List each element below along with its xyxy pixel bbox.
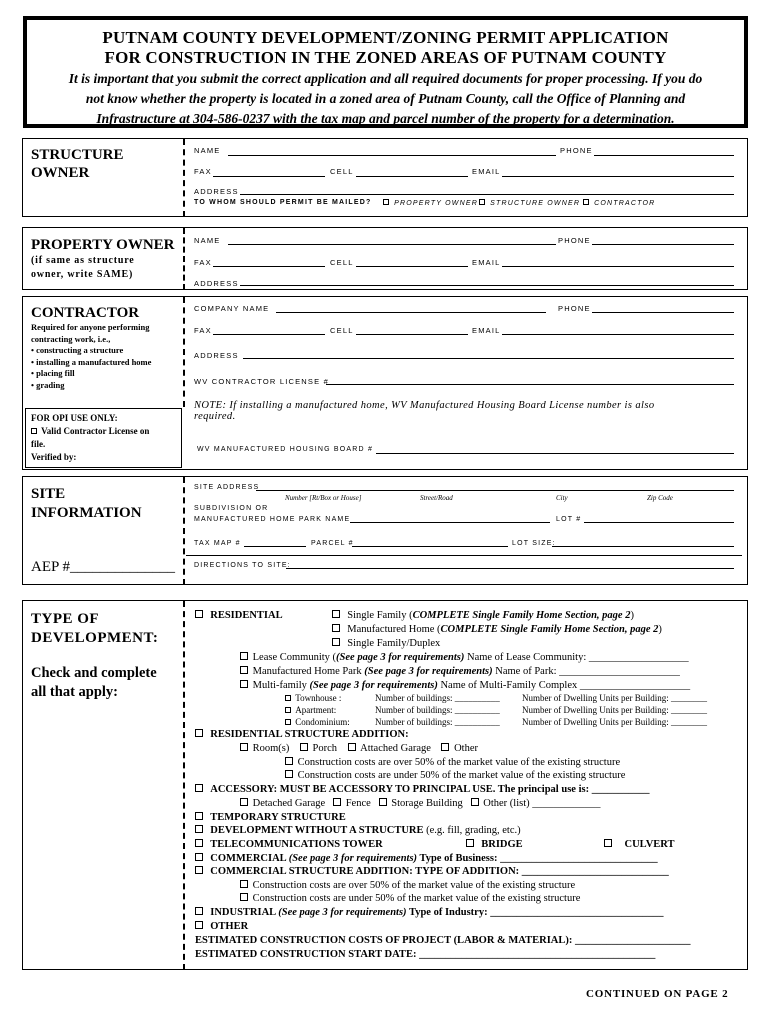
opi-verified-by: Verified by: [31, 452, 77, 462]
manufactured-housing-board-label: WV MANUFACTURED HOUSING BOARD # [197, 446, 374, 453]
subdivision-field[interactable] [350, 522, 550, 523]
tax-map-field[interactable] [244, 546, 306, 547]
manufactured-home-option[interactable]: Manufactured Home (COMPLETE Single Family Home Section, page 2) [332, 624, 662, 636]
opi-valid-license[interactable]: Valid Contractor License on [31, 425, 176, 438]
opi-valid-license-line2: file. [31, 439, 46, 449]
checkbox-icon[interactable] [285, 757, 293, 765]
estimated-costs-field[interactable]: ESTIMATED CONSTRUCTION COSTS OF PROJECT (LABOR & MATERIAL): ______________________ [195, 935, 691, 946]
checkbox-icon[interactable] [441, 743, 449, 751]
commercial-over50-option[interactable]: Construction costs are over 50% of the market value of the existing structure [240, 880, 575, 892]
checkbox-icon[interactable] [332, 624, 340, 632]
mail-option-structure-owner[interactable]: STRUCTURE OWNER [479, 199, 580, 207]
city-caption: City [556, 494, 568, 502]
phone-label: PHONE [558, 304, 591, 313]
checkbox-icon[interactable] [240, 880, 248, 888]
checkbox-icon[interactable] [240, 652, 248, 660]
structure-owner-title: STRUCTURE OWNER [31, 147, 124, 181]
cell-label: CELL [330, 258, 354, 267]
commercial-under50-option[interactable]: Construction costs are under 50% of the market value of the existing structure [240, 893, 580, 905]
manufactured-home-park-option[interactable]: Manufactured Home Park (See page 3 for requirements) Name of Park: _______________________ [240, 666, 680, 678]
checkbox-icon[interactable] [583, 199, 589, 205]
mail-option-contractor[interactable]: CONTRACTOR [583, 199, 655, 207]
form-title-line1: PUTNAM COUNTY DEVELOPMENT/ZONING PERMIT APPLICATION [102, 28, 669, 47]
subdivision-label: SUBDIVISION OR [194, 505, 269, 512]
residential-under50-option[interactable]: Construction costs are under 50% of the market value of the existing structure [285, 770, 625, 782]
parcel-field[interactable] [352, 546, 508, 547]
directions-label: DIRECTIONS TO SITE: [194, 562, 291, 569]
check-all-instructions: Check and complete all that apply: [31, 665, 157, 700]
condominium-units: Number of Dwelling Units per Building: ________ [522, 717, 707, 727]
commercial-option[interactable]: COMMERCIAL (See page 3 for requirements) Type of Business: ______________________________ [195, 853, 658, 865]
contractor-title: CONTRACTOR [31, 305, 140, 321]
structure-owner-address-field[interactable] [240, 194, 734, 195]
checkbox-icon[interactable] [379, 798, 387, 806]
site-address-field[interactable] [256, 490, 734, 491]
checkbox-icon[interactable] [285, 695, 291, 701]
opi-title: FOR OPI USE ONLY: [31, 413, 118, 423]
residential-option[interactable]: RESIDENTIAL [195, 610, 283, 622]
structure-owner-phone-field[interactable] [594, 155, 734, 156]
checkbox-icon[interactable] [285, 707, 291, 713]
checkbox-icon[interactable] [285, 770, 293, 778]
accessory-types: Detached Garage Fence Storage Building Other (list) _____________ [240, 798, 601, 810]
contractor-address-field[interactable] [243, 358, 734, 359]
checkbox-icon[interactable] [195, 921, 203, 929]
checkbox-icon[interactable] [285, 719, 291, 725]
property-owner-email-field[interactable] [502, 266, 734, 267]
contractor-license-label: WV CONTRACTOR LICENSE # [194, 377, 329, 386]
lot-label: LOT # [556, 516, 582, 523]
structure-owner-email-field[interactable] [502, 176, 734, 177]
checkbox-icon[interactable] [195, 812, 203, 820]
checkbox-icon[interactable] [195, 907, 203, 915]
checkbox-icon[interactable] [333, 798, 341, 806]
phone-label: PHONE [558, 236, 591, 245]
accessory-option[interactable]: ACCESSORY: MUST BE ACCESSORY TO PRINCIPAL USE. The principal use is: ___________ [195, 784, 649, 796]
checkbox-icon[interactable] [195, 825, 203, 833]
contractor-cell-field[interactable] [356, 334, 468, 335]
temporary-structure-option[interactable]: TEMPORARY STRUCTURE [195, 812, 346, 824]
phone-label: PHONE [560, 146, 593, 155]
cell-label: CELL [330, 326, 354, 335]
manufactured-home-park-label: MANUFACTURED HOME PARK NAME [194, 516, 351, 523]
townhouse-option[interactable]: Townhouse : [285, 693, 341, 704]
structure-owner-cell-field[interactable] [356, 176, 468, 177]
property-owner-title: PROPERTY OWNER [31, 237, 175, 253]
structure-owner-fax-field[interactable] [213, 176, 325, 177]
development-title: TYPE OF DEVELOPMENT: [31, 611, 159, 646]
apartment-option[interactable]: Apartment: [285, 705, 336, 716]
checkbox-icon[interactable] [240, 666, 248, 674]
checkbox-icon[interactable] [195, 839, 203, 847]
parcel-label: PARCEL # [311, 540, 354, 547]
site-address-label: SITE ADDRESS [194, 484, 260, 491]
apartment-buildings: Number of buildings: __________ [375, 705, 500, 715]
tax-map-label: TAX MAP # [194, 540, 241, 547]
fax-label: FAX [194, 167, 212, 176]
continued-on-page-2: CONTINUED ON PAGE 2 [586, 988, 729, 1000]
checkbox-icon[interactable] [240, 893, 248, 901]
estimated-start-date-field[interactable]: ESTIMATED CONSTRUCTION START DATE: _____________________________________________ [195, 949, 656, 960]
header-note-line3: Infrastructure at 304-586-0237 with the tax map and parcel number of the property for a determination. [96, 111, 675, 126]
email-label: EMAIL [472, 258, 501, 267]
checkbox-icon[interactable] [195, 784, 203, 792]
property-owner-fax-field[interactable] [213, 266, 325, 267]
lot-field[interactable] [584, 522, 734, 523]
lease-community-option[interactable]: Lease Community ((See page 3 for requirements) Name of Lease Community: ___________________ [240, 652, 689, 664]
checkbox-icon[interactable] [195, 853, 203, 861]
zip-caption: Zip Code [647, 494, 673, 502]
other-development-option[interactable]: OTHER [195, 921, 248, 933]
single-family-option[interactable]: Single Family (COMPLETE Single Family Home Section, page 2) [332, 610, 634, 622]
email-label: EMAIL [472, 167, 501, 176]
checkbox-icon[interactable] [466, 839, 474, 847]
commercial-addition-option[interactable]: COMMERCIAL STRUCTURE ADDITION: TYPE OF ADDITION: ____________________________ [195, 866, 669, 878]
name-label: NAME [194, 236, 221, 245]
divider [183, 601, 185, 970]
condominium-buildings: Number of buildings: __________ [375, 717, 500, 727]
property-owner-phone-field[interactable] [592, 244, 734, 245]
contractor-license-field[interactable] [326, 384, 734, 385]
checkbox-icon[interactable] [240, 743, 248, 751]
industrial-option[interactable]: INDUSTRIAL (See page 3 for requirements) Type of Industry: _________________________________ [195, 907, 663, 919]
cell-label: CELL [330, 167, 354, 176]
no-structure-option[interactable]: DEVELOPMENT WITHOUT A STRUCTURE (e.g. fill, grading, etc.) [195, 825, 521, 837]
divider [183, 297, 185, 407]
duplex-option[interactable]: Single Family/Duplex [332, 638, 440, 650]
property-owner-name-field[interactable] [228, 244, 556, 245]
checkbox-icon[interactable] [383, 199, 389, 205]
number-caption: Number [Rt/Box or House] [285, 494, 362, 502]
addition-types: Room(s) Porch Attached Garage Other [240, 743, 478, 755]
form-header [23, 16, 748, 128]
contractor-email-field[interactable] [502, 334, 734, 335]
opi-use-only-box [25, 408, 182, 468]
structure-owner-name-field[interactable] [228, 155, 556, 156]
directions-field[interactable] [286, 568, 734, 569]
culvert-option[interactable]: CULVERT [604, 839, 675, 851]
name-label: NAME [194, 146, 221, 155]
checkbox-icon[interactable] [31, 428, 37, 434]
aep-number-field[interactable]: AEP #______________ [31, 559, 176, 575]
checkbox-icon[interactable] [240, 798, 248, 806]
company-name-label: COMPANY NAME [194, 304, 270, 313]
checkbox-icon[interactable] [195, 866, 203, 874]
checkbox-icon[interactable] [240, 680, 248, 688]
property-owner-subtitle: (if same as structure owner, write SAME) [31, 255, 135, 280]
checkbox-icon[interactable] [195, 610, 203, 618]
townhouse-buildings: Number of buildings: __________ [375, 693, 500, 703]
checkbox-icon[interactable] [300, 743, 308, 751]
townhouse-units: Number of Dwelling Units per Building: ________ [522, 693, 707, 703]
address-label: ADDRESS [194, 187, 239, 196]
manufactured-housing-board-field[interactable] [376, 453, 734, 454]
telecom-tower-option[interactable]: TELECOMMUNICATIONS TOWER [195, 839, 383, 851]
divider [183, 228, 185, 290]
street-caption: Street/Road [420, 494, 453, 502]
email-label: EMAIL [472, 326, 501, 335]
address-label: ADDRESS [194, 351, 239, 360]
checkbox-icon[interactable] [348, 743, 356, 751]
header-note-line2: not know whether the property is located in a zoned area of Putnam County, call the Office of Planning and [85, 91, 686, 106]
divider [183, 477, 185, 585]
bridge-option[interactable]: BRIDGE [466, 839, 523, 851]
checkbox-icon[interactable] [332, 610, 340, 618]
checkbox-icon[interactable] [195, 729, 203, 737]
contractor-requirements: Required for anyone performing contracting work, i.e., • constructing a structure • installing a manufactured home • placing fill • grading [31, 322, 152, 390]
checkbox-icon[interactable] [471, 798, 479, 806]
address-label: ADDRESS [194, 279, 239, 288]
condominium-option[interactable]: Condominium: [285, 717, 350, 728]
form-title-line2: FOR CONSTRUCTION IN THE ZONED AREAS OF PUTNAM COUNTY [104, 48, 667, 67]
contractor-company-field[interactable] [276, 312, 546, 313]
divider [183, 139, 185, 217]
multi-family-option[interactable]: Multi-family (See page 3 for requirements) Name of Multi-Family Complex _____________________ [240, 680, 690, 692]
residential-over50-option[interactable]: Construction costs are over 50% of the market value of the existing structure [285, 757, 620, 769]
checkbox-icon[interactable] [479, 199, 485, 205]
checkbox-icon[interactable] [332, 638, 340, 646]
property-owner-address-field[interactable] [240, 285, 734, 286]
apartment-units: Number of Dwelling Units per Building: ________ [522, 705, 707, 715]
checkbox-icon[interactable] [604, 839, 612, 847]
lot-size-field[interactable] [552, 546, 734, 547]
contractor-fax-field[interactable] [213, 334, 325, 335]
header-note-line1: It is important that you submit the correct application and all required documents for proper processing. If you do [68, 71, 703, 86]
site-information-title: SITE INFORMATION [31, 486, 142, 521]
fax-label: FAX [194, 326, 212, 335]
manufactured-home-note: NOTE: If installing a manufactured home, WV Manufactured Housing Board License number is also required. [194, 400, 655, 422]
mail-option-property-owner[interactable]: PROPERTY OWNER [383, 199, 478, 207]
divider [186, 555, 742, 556]
mail-question: TO WHOM SHOULD PERMIT BE MAILED? [194, 199, 372, 206]
lot-size-label: LOT SIZE: [512, 540, 556, 547]
property-owner-cell-field[interactable] [356, 266, 468, 267]
contractor-phone-field[interactable] [592, 312, 734, 313]
fax-label: FAX [194, 258, 212, 267]
residential-addition-option[interactable]: RESIDENTIAL STRUCTURE ADDITION: [195, 729, 409, 741]
